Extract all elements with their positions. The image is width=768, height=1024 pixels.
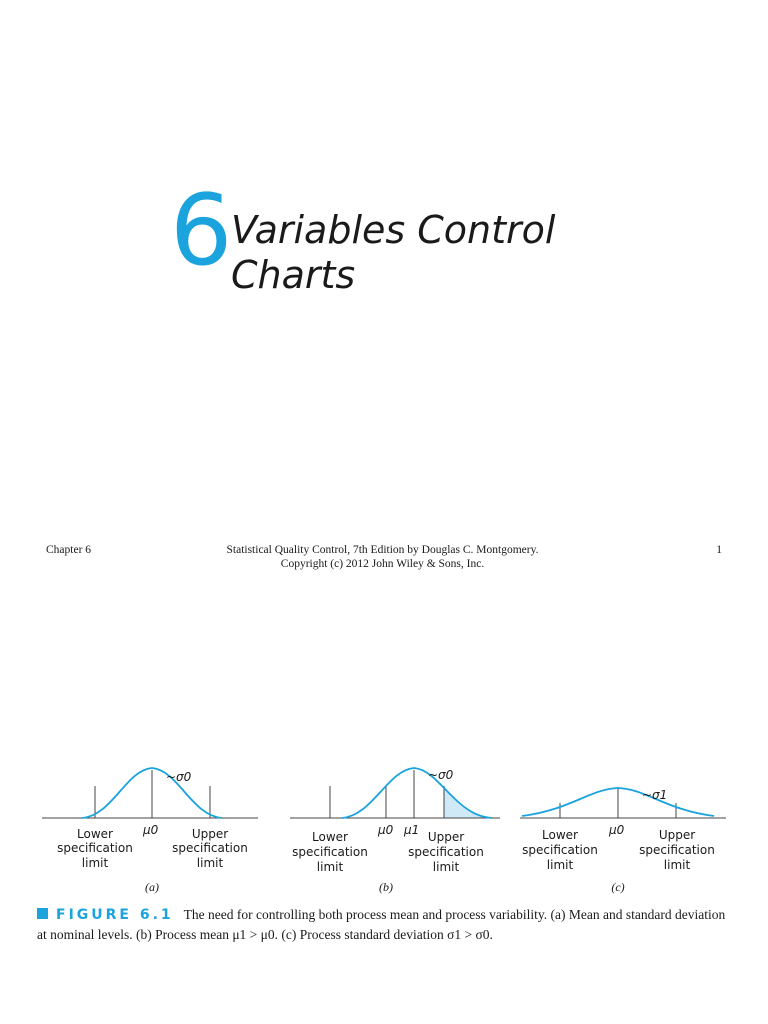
panel-a (42, 768, 258, 894)
panel-b-shaded-tail (444, 785, 494, 818)
panel-c-upper-3: limit (663, 858, 691, 872)
panel-c-sigma: ~σ1 (642, 788, 668, 802)
panel-b-upper-2: specification (408, 845, 484, 859)
panel-a-upper-3: limit (196, 856, 224, 870)
panel-a-upper-2: specification (172, 841, 248, 855)
panel-a-lower-3: limit (81, 856, 109, 870)
panel-b-mu1: μ1 (404, 823, 420, 837)
footer-book: Statistical Quality Control, 7th Edition by Douglas C. Montgomery. (226, 544, 539, 556)
panel-b-sigma: ~σ0 (428, 768, 454, 782)
footer-copyright: Copyright (c) 2012 John Wiley & Sons, Inc. (280, 558, 485, 570)
chapter-title-line-2: Charts (231, 253, 356, 297)
panel-a-lower-2: specification (57, 841, 133, 855)
panel-b-curve (342, 768, 492, 818)
panel-c-mu: μ0 (609, 823, 625, 837)
panel-b-mu0: μ0 (378, 823, 394, 837)
panel-b-upper-1: Upper (427, 830, 465, 844)
panel-a-label: (a) (145, 880, 159, 894)
panel-c (520, 788, 726, 894)
panel-b-label: (b) (379, 880, 393, 894)
figure-caption (37, 905, 737, 944)
caption-square-icon (37, 908, 48, 919)
chapter-number: 6 (170, 174, 233, 288)
panel-c-lower-3: limit (546, 858, 574, 872)
panel-b-upper-3: limit (432, 860, 460, 874)
panel-c-upper-2: specification (639, 843, 715, 857)
footer-page-number: 1 (716, 544, 722, 556)
panel-b-lower-2: specification (292, 845, 368, 859)
panel-a-upper-1: Upper (191, 827, 229, 841)
caption-text: The need for controlling both process mean and process variability. (a) Mean and standard deviation at nominal levels. (b) Process mean μ1 > μ0. (c) Process standard deviation σ1 > σ0. (37, 907, 726, 942)
panel-a-mu: μ0 (143, 823, 159, 837)
panel-a-sigma: ~σ0 (166, 770, 192, 784)
panel-b (290, 768, 500, 894)
panel-c-lower-2: specification (522, 843, 598, 857)
panel-c-upper-1: Upper (658, 828, 696, 842)
footer-chapter: Chapter 6 (46, 544, 92, 556)
panel-b-lower-1: Lower (312, 830, 348, 844)
panel-b-lower-3: limit (316, 860, 344, 874)
panel-a-lower-1: Lower (77, 827, 113, 841)
caption-label: FIGURE 6.1 (56, 907, 174, 923)
panel-c-label: (c) (611, 880, 625, 894)
panel-c-lower-1: Lower (542, 828, 578, 842)
chapter-title-line-1: Variables Control (231, 208, 556, 252)
